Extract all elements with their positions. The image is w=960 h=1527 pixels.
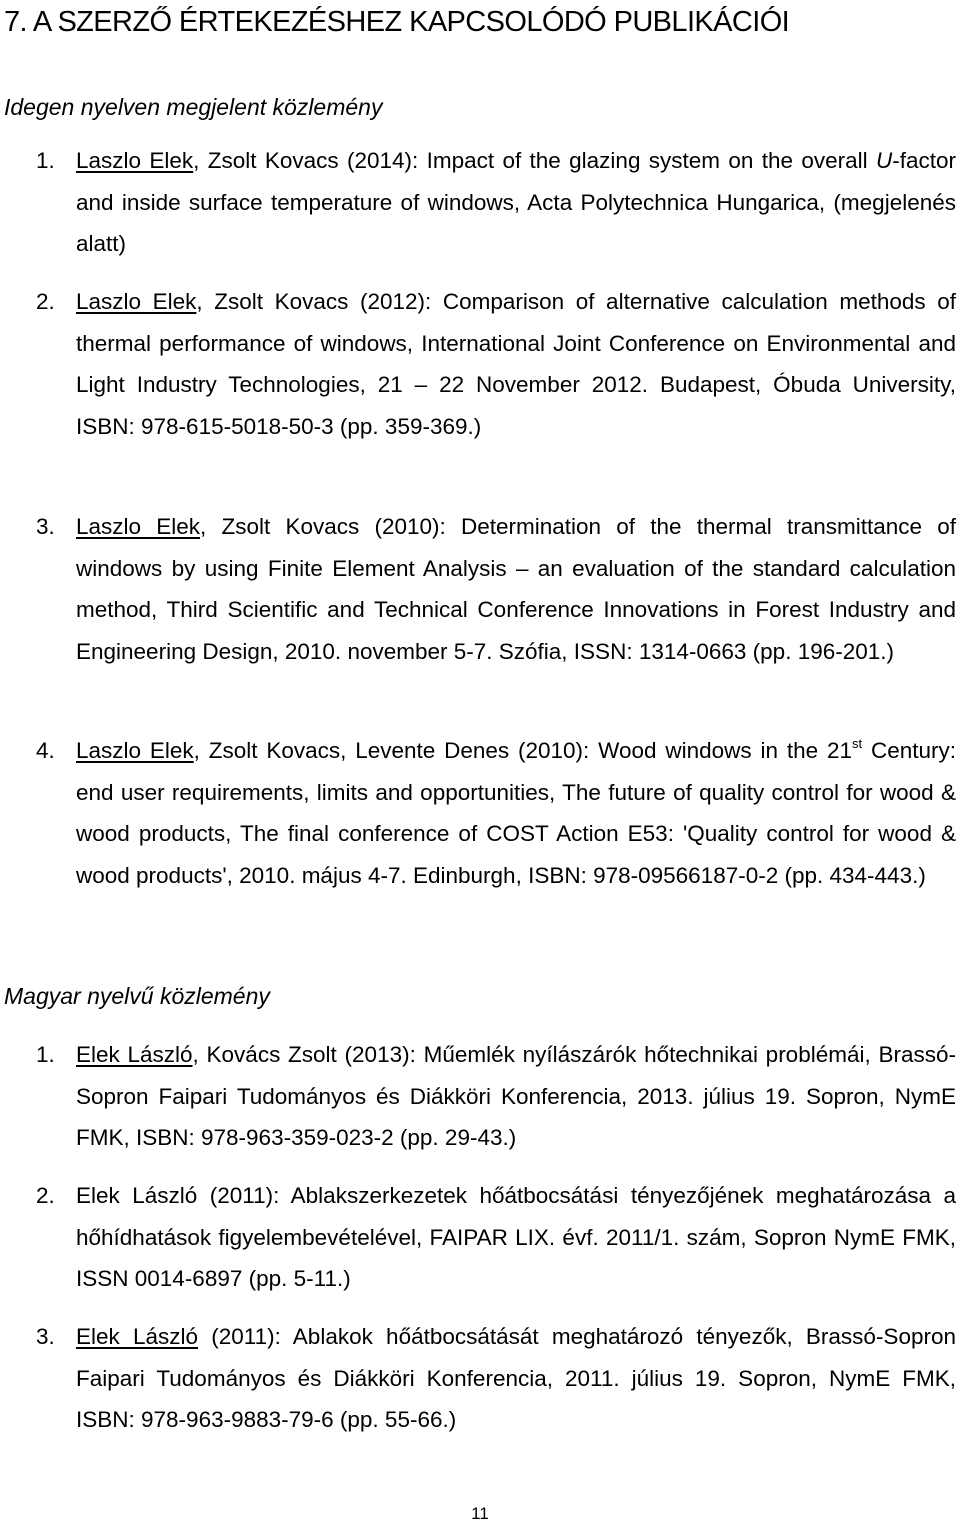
publication-number: 3.	[36, 514, 55, 539]
publication-foreign-3	[0, 506, 956, 672]
publication-citation: , Zsolt Kovacs (2014): Impact of the glazing system on the overall	[193, 148, 876, 173]
publication-citation-cont: Century: end user requirements, limits and opportunities, The future of quality control for wood & wood products, The final conference of COST Action E53: 'Quality control for wood & wood products', 2010. május 4-7. Edinburgh, ISBN: 978-09566187-0-2 (pp. 434-443.)	[76, 738, 956, 888]
publication-author: Laszlo Elek	[76, 514, 201, 539]
publication-author: Elek László	[76, 1324, 199, 1349]
publication-foreign-1	[0, 140, 956, 265]
publication-author: Laszlo Elek	[76, 738, 194, 763]
publication-citation: , Zsolt Kovacs (2010): Determination of the thermal transmittance of windows by using Finite Element Analysis – an evaluation of the standard calculation method, Third Scientific and Technical Conference Innovations in Forest Industry and Engineering Design, 2010. november 5-7. Szófia, ISSN: 1314-0663 (pp. 196-201.)	[76, 514, 957, 664]
publication-hungarian-1	[0, 1034, 956, 1159]
page-number: 11	[471, 1504, 489, 1523]
publication-number: 2.	[36, 289, 55, 314]
publication-text: Elek László (2011): Ablakszerkezetek hőátbocsátási tényezőjének meghatározása a hőhídhatások figyelembevételével, FAIPAR LIX. évf. 2011/1. szám, Sopron NymE FMK, ISSN 0014-6897 (pp. 5-11.)	[76, 1183, 956, 1291]
publication-citation: , Kovács Zsolt (2013): Műemlék nyílászárók hőtechnikai problémái, Brassó-Sopron Faipari Tudományos és Diákköri Konferencia, 2013. július 19. Sopron, NymE FMK, ISBN: 978-963-359-023-2 (pp. 29-43.)	[76, 1042, 956, 1150]
publication-author: Laszlo Elek	[76, 148, 194, 173]
ordinal-suffix: st	[851, 736, 863, 751]
publication-text	[76, 140, 956, 265]
publication-text	[76, 281, 956, 447]
italic-symbol: U	[876, 148, 893, 173]
publication-author: Laszlo Elek	[76, 289, 197, 314]
publication-number: 2.	[36, 1183, 55, 1208]
publication-number: 3.	[36, 1324, 55, 1349]
publication-citation-cont: -factor and inside surface temperature of windows, Acta Polytechnica Hungarica, (megjelenés alatt)	[76, 148, 957, 256]
publication-author: Elek László	[76, 1042, 193, 1067]
section-heading-foreign: Idegen nyelven megjelent közlemény	[4, 94, 383, 120]
publication-text	[76, 506, 956, 672]
publication-foreign-4	[0, 730, 956, 896]
section-heading-hungarian: Magyar nyelvű közlemény	[4, 983, 270, 1009]
publication-hungarian-2	[0, 1175, 956, 1300]
publication-citation: , Zsolt Kovacs (2012): Comparison of alternative calculation methods of thermal performance of windows, International Joint Conference on Environmental and Light Industry Technologies, 21 – 22 November 2012. Budapest, Óbuda University, ISBN: 978-615-5018-50-3 (pp. 359-369.)	[76, 289, 956, 439]
publication-foreign-2	[0, 281, 956, 447]
publication-number: 1.	[36, 148, 55, 173]
publication-number: 1.	[36, 1042, 55, 1067]
publication-citation: , Zsolt Kovacs, Levente Denes (2010): Wood windows in the 21	[193, 738, 852, 763]
chapter-title: 7. A SZERZŐ ÉRTEKEZÉSHEZ KAPCSOLÓDÓ PUBLIKÁCIÓI	[4, 6, 790, 38]
publication-hungarian-3	[0, 1316, 956, 1441]
publication-text	[76, 1316, 956, 1441]
publication-text	[76, 1034, 956, 1159]
publication-number: 4.	[36, 738, 55, 763]
publication-text	[76, 730, 956, 896]
publication-citation: (2011): Ablakok hőátbocsátását meghatározó tényezők, Brassó-Sopron Faipari Tudományos és Diákköri Konferencia, 2011. július 19. Sopron, NymE FMK, ISBN: 978-963-9883-79-6 (pp. 55-66.)	[76, 1324, 956, 1432]
